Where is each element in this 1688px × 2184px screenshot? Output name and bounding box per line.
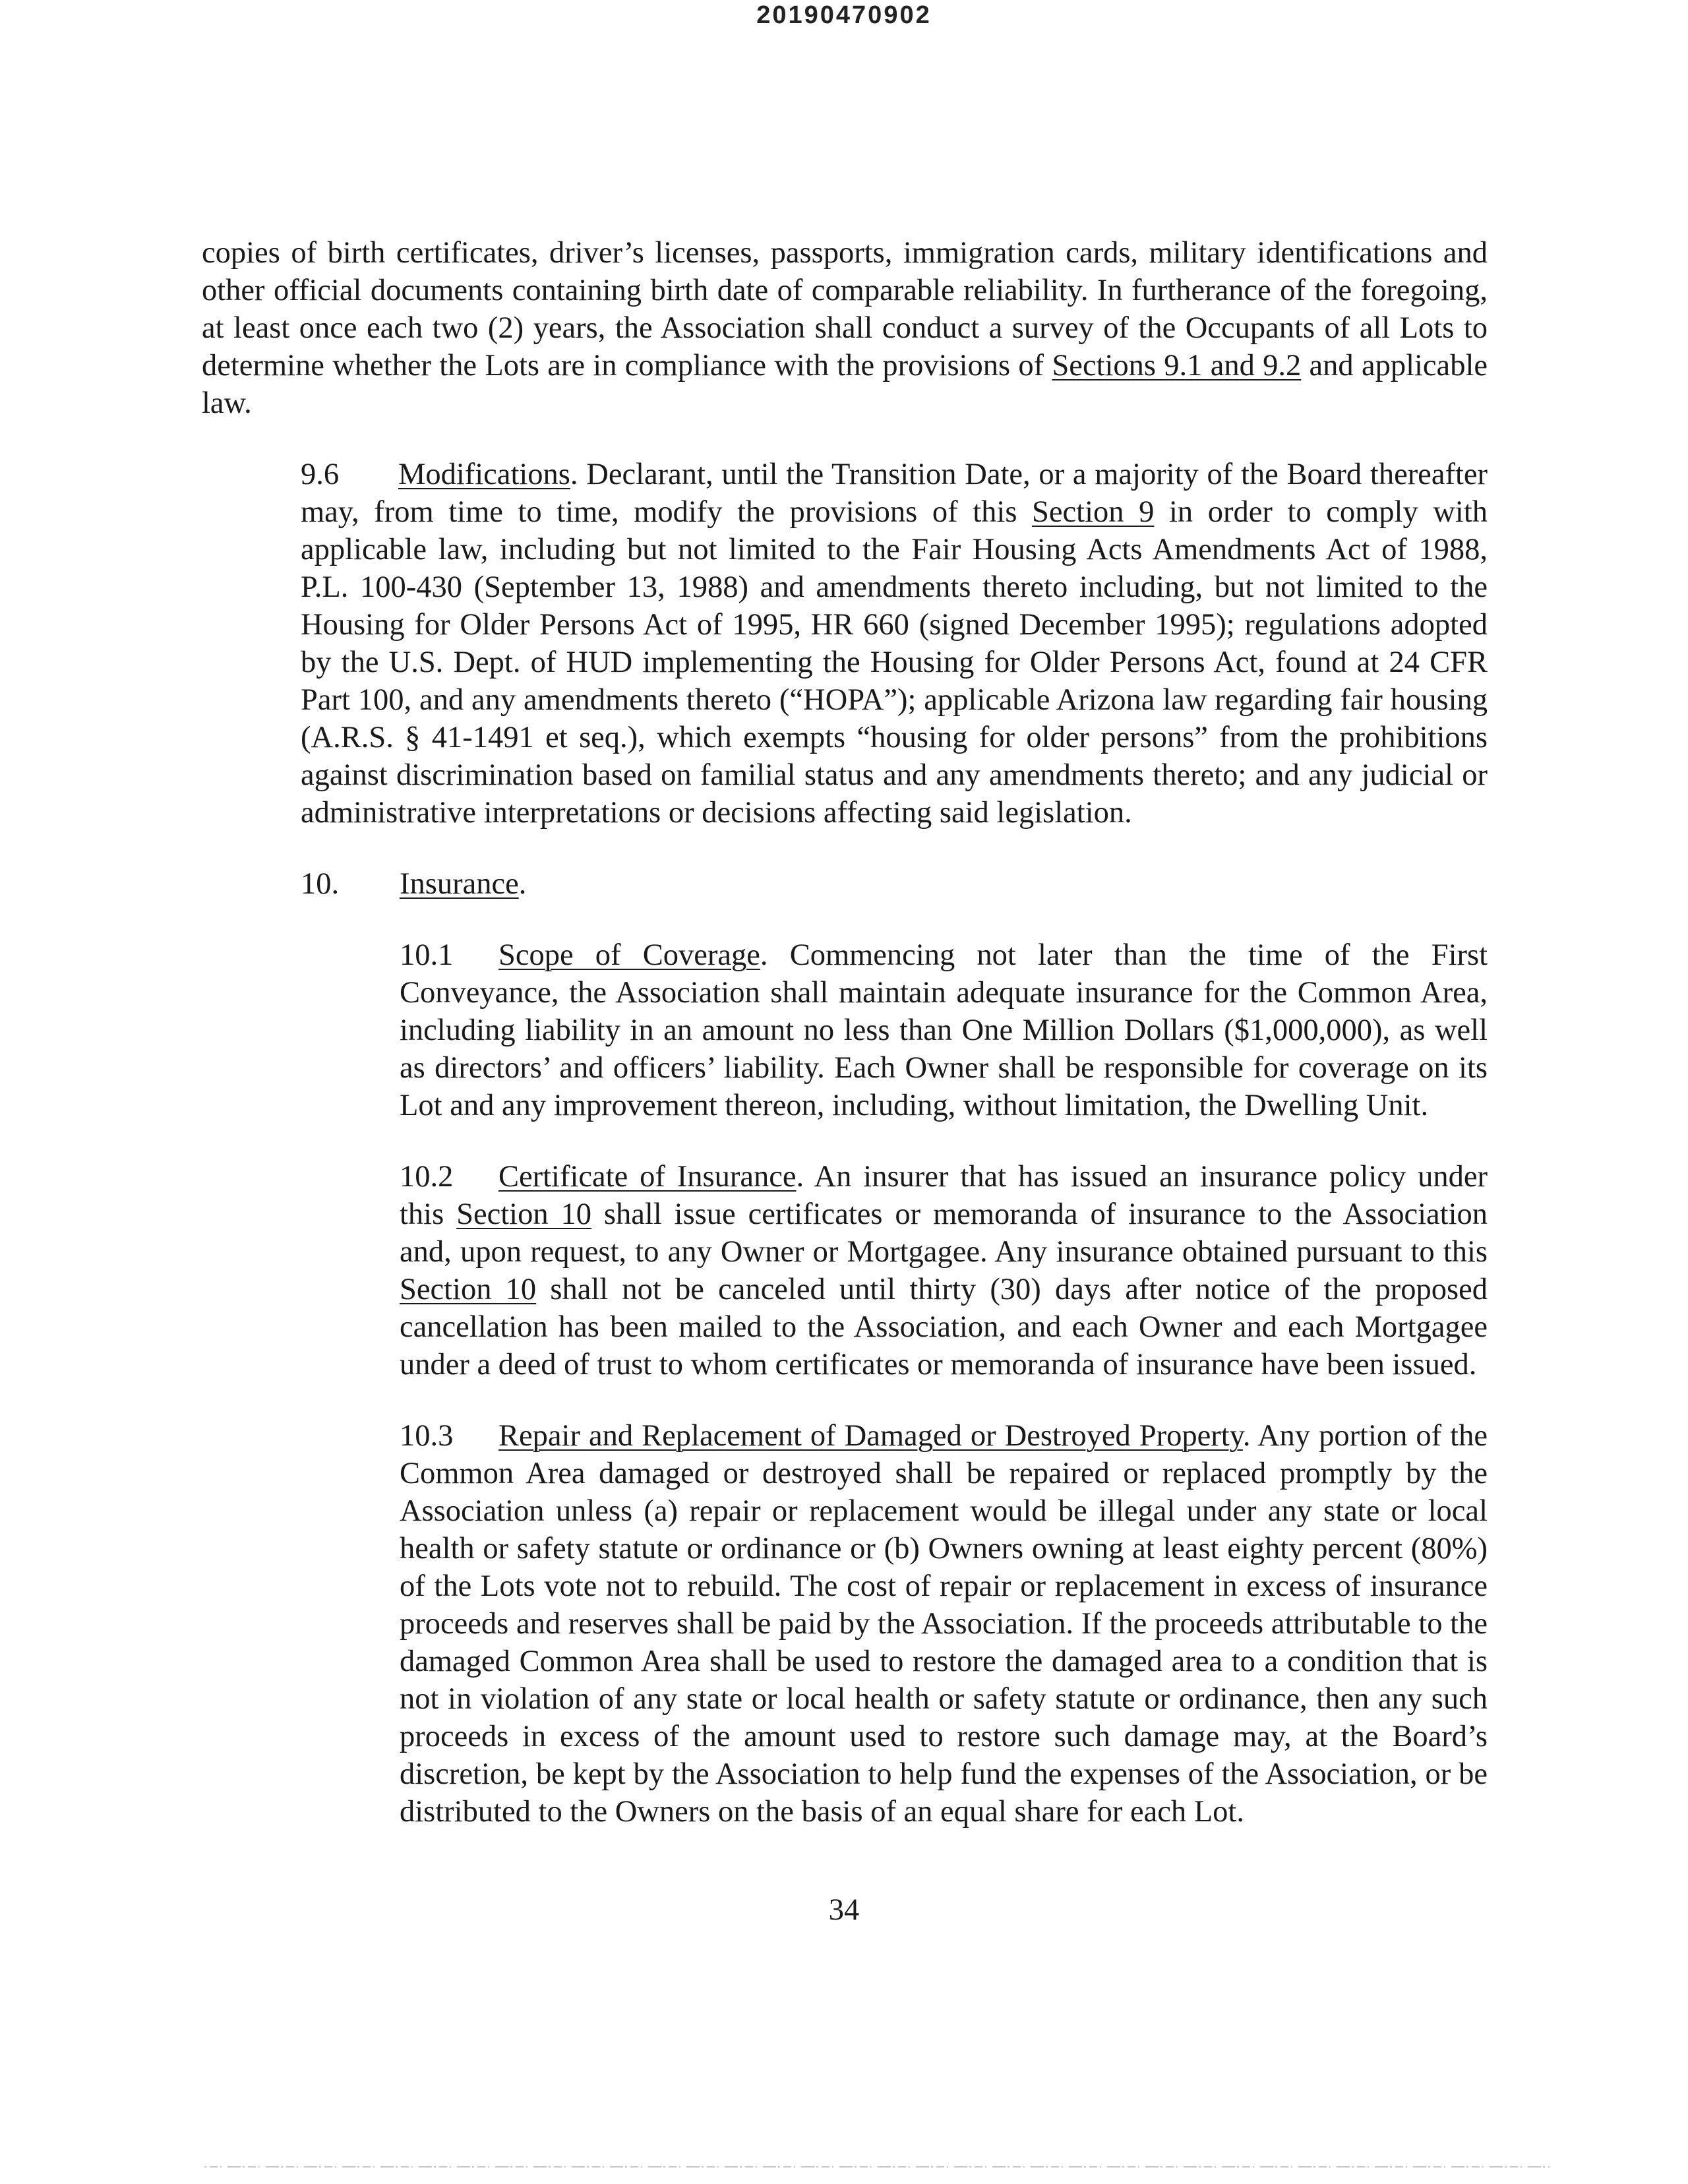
heading-punctuation: . — [518, 867, 527, 901]
paragraph-text: . Commencing not later than the time of the First Conveyance, the Association shall maintain adequate insurance for the Common Area, including liability in an amount no less than One Million Dollars ($1,000,000), as well as directors’ and officers’ liability. Each Owner shall be responsible for coverage on its Lot and any improvement thereon, including, without limitation, the Dwelling Unit. — [400, 938, 1488, 1122]
paragraph-text: . An insurer that has issued an insurance policy under this — [400, 1160, 1488, 1231]
continuation-paragraph — [202, 234, 1488, 422]
paragraph-text: shall not be canceled until thirty (30) days after notice of the proposed cancellation has been mailed to the Association, and each Owner and each Mortgagee under a deed of trust to whom certificates or memoranda of insurance have been issued. — [400, 1273, 1488, 1381]
paragraph-text: . Declarant, until the Transition Date, or a majority of the Board thereafter may, from time to time, modify the provisions of this — [301, 458, 1488, 529]
paragraph-text: shall issue certificates or memoranda of insurance to the Association and, upon request, to any Owner or Mortgagee. Any insurance obtained pursuant to this — [400, 1198, 1488, 1269]
section-reference: Sections 9.1 and 9.2 — [1052, 349, 1302, 382]
section-reference: Section 10 — [400, 1273, 537, 1306]
document-number: 20190470902 — [756, 1, 932, 29]
section-10-3 — [202, 1417, 1488, 1831]
page-number: 34 — [828, 1893, 860, 1927]
section-number: 9.6 — [301, 458, 340, 491]
section-title: Insurance — [400, 867, 519, 901]
section-title: Modifications — [398, 458, 570, 491]
paragraph-text: and applicable law. — [202, 349, 1488, 420]
section-10-heading — [202, 865, 1488, 903]
paragraph-text: copies of birth certificates, driver’s licenses, passports, immigration cards, military identifications and other official documents containing birth date of comparable reliability. In furtherance of the foregoing, at least once each two (2) years, the Association shall conduct a survey of the Occupants of all Lots to determine whether the Lots are in compliance with the provisions of — [202, 236, 1488, 382]
section-number: 10.2 — [400, 1160, 454, 1194]
section-title: Certificate of Insurance — [498, 1160, 797, 1194]
section-10-1 — [202, 936, 1488, 1124]
section-9-6 — [202, 456, 1488, 832]
section-10-2 — [202, 1158, 1488, 1383]
section-reference: Section 9 — [1032, 495, 1155, 529]
section-reference: Section 10 — [456, 1198, 592, 1231]
section-number: 10. — [301, 867, 340, 901]
page-body — [202, 234, 1488, 1864]
scan-artifact-line — [204, 2164, 1550, 2169]
section-number: 10.1 — [400, 938, 454, 972]
paragraph-text: . Any portion of the Common Area damaged or destroyed shall be repaired or replaced promptly by the Association unless (a) repair or replacement would be illegal under any state or local health or safety statute or ordinance or (b) Owners owning at least eighty percent (80%) of the Lots vote not to rebuild. The cost of repair or replacement in excess of insurance proceeds and reserves shall be paid by the Association. If the proceeds attributable to the damaged Common Area shall be used to restore the damaged area to a condition that is not in violation of any state or local health or safety statute or ordinance, then any such proceeds in excess of the amount used to restore such damage may, at the Board’s discretion, be kept by the Association to help fund the expenses of the Association, or be distributed to the Owners on the basis of an equal share for each Lot. — [400, 1419, 1488, 1829]
section-title: Scope of Coverage — [498, 938, 760, 972]
section-title: Repair and Replacement of Damaged or Destroyed Property — [498, 1419, 1243, 1453]
paragraph-text: in order to comply with applicable law, including but not limited to the Fair Housing Acts Amendments Act of 1988, P.L. 100-430 (September 13, 1988) and amendments thereto including, but not limited to the Housing for Older Persons Act of 1995, HR 660 (signed December 1995); regulations adopted by the U.S. Dept. of HUD implementing the Housing for Older Persons Act, found at 24 CFR Part 100, and any amendments thereto (“HOPA”); applicable Arizona law regarding fair housing (A.R.S. § 41-1491 et seq.), which exempts “housing for older persons” from the prohibitions against discrimination based on familial status and any amendments thereto; and any judicial or administrative interpretations or decisions affecting said legislation. — [301, 495, 1488, 830]
section-number: 10.3 — [400, 1419, 454, 1453]
